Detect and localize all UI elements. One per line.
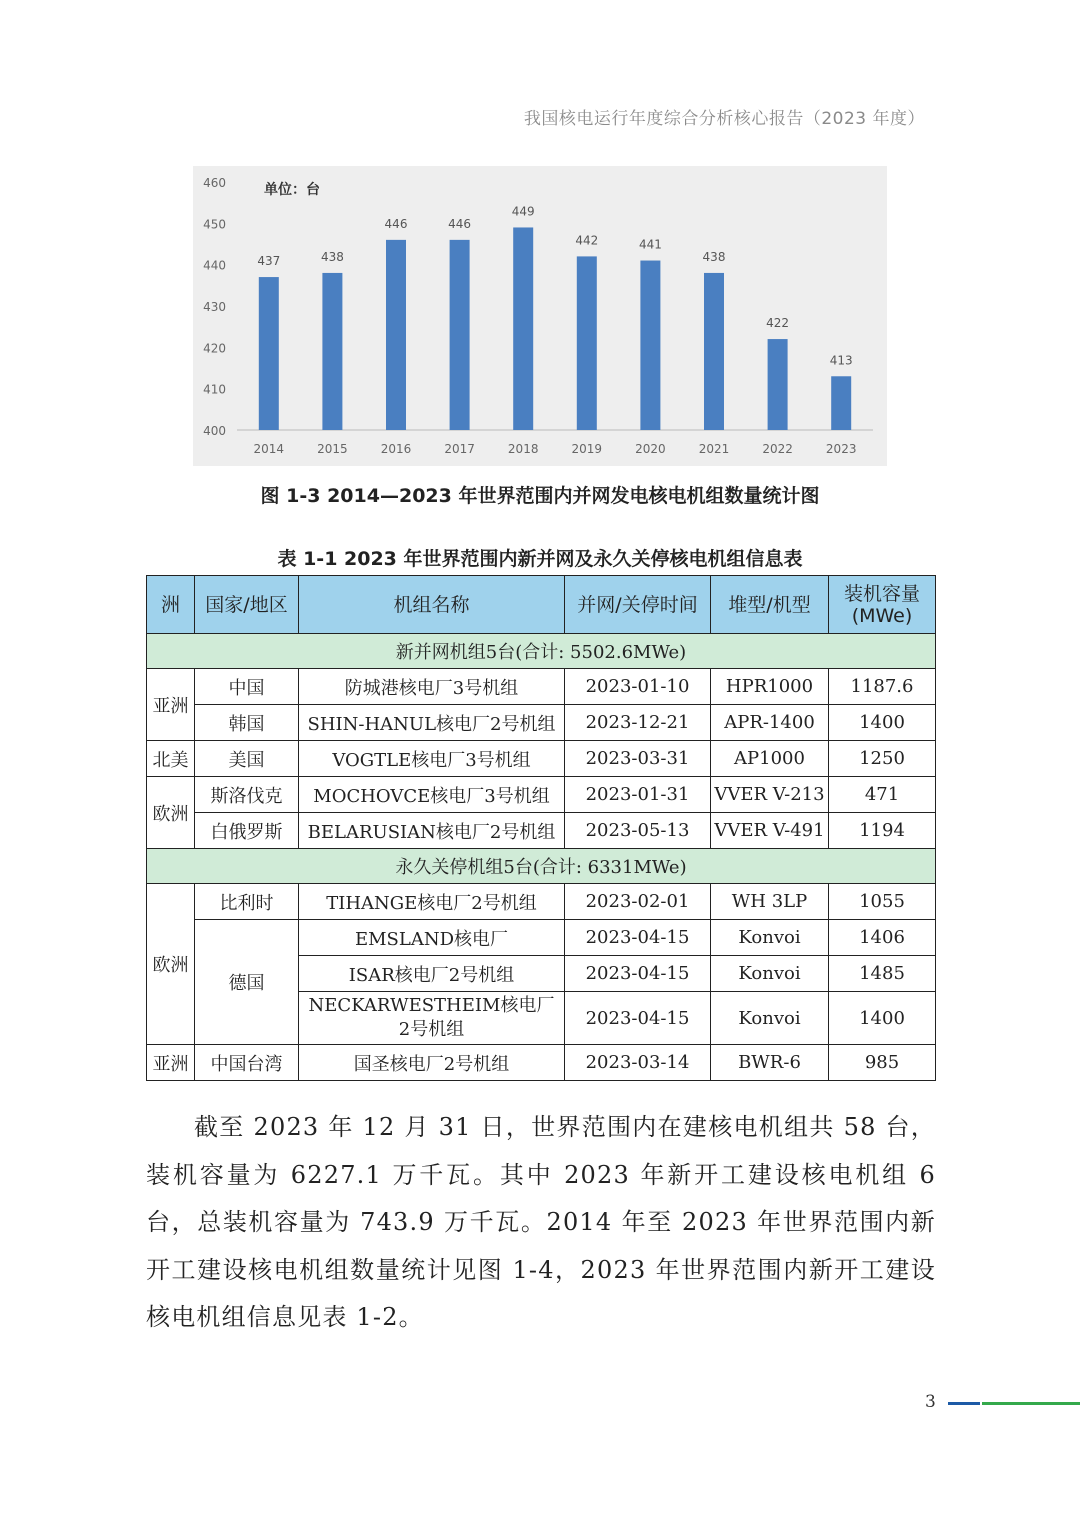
x-tick-label: 2022 xyxy=(762,442,793,456)
reactor-cell: AP1000 xyxy=(711,741,829,777)
date-cell: 2023-04-15 xyxy=(565,920,711,956)
body-paragraph: 截至 2023 年 12 月 31 日，世界范围内在建核电机组共 58 台，装机容量为 6227.1 万千瓦。其中 2023 年新开工建设核电机组 6 台，总装机容量为 743.9 万千瓦。2014 年至 2023 年世界范围内新开工建设核电机组数量统计见图 1-4，2023 年世界范围内新开工建设核电机组信息见表 1-2。 xyxy=(146,1113,936,1331)
continent-cell: 亚洲 xyxy=(147,669,195,741)
x-tick-label: 2020 xyxy=(635,442,666,456)
section-row-closed xyxy=(147,849,936,884)
x-tick-label: 2021 xyxy=(698,442,730,456)
bar-chart-panel xyxy=(193,166,887,466)
reactor-cell: APR-1400 xyxy=(711,705,829,741)
table-header-row xyxy=(147,576,936,634)
reactor-cell: WH 3LP xyxy=(711,884,829,920)
table-row xyxy=(147,1045,936,1081)
date-cell: 2023-12-21 xyxy=(565,705,711,741)
unit-cell: EMSLAND核电厂 xyxy=(299,920,565,956)
footer-rule-green xyxy=(982,1402,1080,1405)
date-cell: 2023-03-14 xyxy=(565,1045,711,1081)
data-label: 446 xyxy=(448,216,472,231)
col-header-unit: 机组名称 xyxy=(299,576,565,634)
reactor-cell: Konvoi xyxy=(711,956,829,992)
bar xyxy=(831,376,851,430)
unit-cell: 国圣核电厂2号机组 xyxy=(299,1045,565,1081)
bar xyxy=(513,227,533,430)
continent-cell: 欧洲 xyxy=(147,884,195,1045)
x-tick-label: 2023 xyxy=(825,442,857,456)
date-cell: 2023-02-01 xyxy=(565,884,711,920)
body-paragraph-block xyxy=(146,1104,936,1342)
reactor-cell: Konvoi xyxy=(711,992,829,1045)
x-tick-label: 2018 xyxy=(507,442,539,456)
capacity-label: 装机容量 xyxy=(843,582,920,605)
table-row xyxy=(147,669,936,705)
section-row-new xyxy=(147,634,936,669)
data-label: 441 xyxy=(638,237,662,252)
continent-cell: 北美 xyxy=(147,741,195,777)
date-cell: 2023-03-31 xyxy=(565,741,711,777)
table-row xyxy=(147,705,936,741)
y-tick-label: 420 xyxy=(203,341,226,356)
country-cell: 白俄罗斯 xyxy=(195,813,299,849)
x-tick-label: 2014 xyxy=(253,442,285,456)
y-tick-label: 440 xyxy=(203,258,226,273)
data-label: 422 xyxy=(766,316,790,331)
data-label: 446 xyxy=(384,216,408,231)
unit-label: 单位：台 xyxy=(264,182,320,198)
unit-cell: 防城港核电厂3号机组 xyxy=(299,669,565,705)
bar xyxy=(386,240,406,430)
data-label: 438 xyxy=(320,249,344,264)
col-header-continent: 洲 xyxy=(147,576,195,634)
table-row xyxy=(147,884,936,920)
x-tick-label: 2017 xyxy=(444,442,475,456)
capacity-cell: 1194 xyxy=(829,813,936,849)
table-row xyxy=(147,813,936,849)
unit-cell: MOCHOVCE核电厂3号机组 xyxy=(299,777,565,813)
section-title-closed: 永久关停机组5台(合计: 6331MWe) xyxy=(147,849,936,884)
date-cell: 2023-01-31 xyxy=(565,777,711,813)
reactor-cell: VVER V-213 xyxy=(711,777,829,813)
capacity-cell: 1400 xyxy=(829,992,936,1045)
x-tick-label: 2015 xyxy=(317,442,348,456)
date-cell: 2023-04-15 xyxy=(565,956,711,992)
capacity-cell: 1485 xyxy=(829,956,936,992)
date-cell: 2023-01-10 xyxy=(565,669,711,705)
section-title-new: 新并网机组5台(合计: 5502.6MWe) xyxy=(147,634,936,669)
x-tick-label: 2016 xyxy=(380,442,412,456)
unit-cell: TIHANGE核电厂2号机组 xyxy=(299,884,565,920)
y-tick-label: 430 xyxy=(203,300,226,314)
capacity-cell: 471 xyxy=(829,777,936,813)
continent-cell: 亚洲 xyxy=(147,1045,195,1081)
reactor-cell: HPR1000 xyxy=(711,669,829,705)
data-label: 442 xyxy=(575,233,599,248)
y-tick-label: 450 xyxy=(203,217,226,232)
country-cell: 斯洛伐克 xyxy=(195,777,299,813)
bar xyxy=(450,240,470,430)
capacity-cell: 1250 xyxy=(829,741,936,777)
footer-rule-blue xyxy=(948,1402,980,1405)
bar xyxy=(322,273,342,430)
continent-cell: 欧洲 xyxy=(147,777,195,849)
running-header-title: 我国核电运行年度综合分析核心报告（2023 年度） xyxy=(523,109,925,129)
capacity-cell: 1055 xyxy=(829,884,936,920)
unit-cell xyxy=(299,992,565,1045)
capacity-unit: (MWe) xyxy=(851,604,913,627)
col-header-country: 国家/地区 xyxy=(195,576,299,634)
y-tick-label: 400 xyxy=(203,424,226,438)
bar xyxy=(704,273,724,430)
table-row xyxy=(147,777,936,813)
country-cell: 中国 xyxy=(195,669,299,705)
bar xyxy=(768,339,788,430)
unit-name-line2: 2号机组 xyxy=(398,1019,465,1040)
y-tick-label: 410 xyxy=(203,382,226,397)
col-header-capacity xyxy=(829,576,936,634)
unit-cell: VOGTLE核电厂3号机组 xyxy=(299,741,565,777)
capacity-cell: 1400 xyxy=(829,705,936,741)
bar xyxy=(577,256,597,430)
bar xyxy=(259,277,279,430)
country-cell: 韩国 xyxy=(195,705,299,741)
data-label: 449 xyxy=(511,204,535,219)
table-row xyxy=(147,741,936,777)
unit-cell: ISAR核电厂2号机组 xyxy=(299,956,565,992)
x-tick-label: 2019 xyxy=(571,442,603,456)
capacity-cell: 985 xyxy=(829,1045,936,1081)
date-cell: 2023-04-15 xyxy=(565,992,711,1045)
col-header-reactor: 堆型/机型 xyxy=(711,576,829,634)
data-label: 413 xyxy=(829,353,853,368)
table-caption: 表 1-1 2023 年世界范围内新并网及永久关停核电机组信息表 xyxy=(277,548,803,570)
nuclear-units-table xyxy=(146,575,936,1081)
unit-cell: BELARUSIAN核电厂2号机组 xyxy=(299,813,565,849)
capacity-cell: 1187.6 xyxy=(829,669,936,705)
country-cell: 美国 xyxy=(195,741,299,777)
capacity-cell: 1406 xyxy=(829,920,936,956)
reactor-cell: Konvoi xyxy=(711,920,829,956)
unit-name-line1: NECKARWESTHEIM核电厂 xyxy=(308,995,555,1016)
country-cell: 中国台湾 xyxy=(195,1045,299,1081)
data-label: 438 xyxy=(702,249,726,264)
y-tick-label: 460 xyxy=(203,176,226,190)
country-cell: 德国 xyxy=(195,920,299,1045)
unit-cell: SHIN-HANUL核电厂2号机组 xyxy=(299,705,565,741)
date-cell: 2023-05-13 xyxy=(565,813,711,849)
bar-chart xyxy=(193,166,887,466)
figure-caption: 图 1-3 2014—2023 年世界范围内并网发电核电机组数量统计图 xyxy=(260,485,820,507)
data-label: 437 xyxy=(257,254,281,269)
page-number: 3 xyxy=(925,1392,936,1412)
table-row xyxy=(147,920,936,956)
reactor-cell: VVER V-491 xyxy=(711,813,829,849)
reactor-cell: BWR-6 xyxy=(711,1045,829,1081)
col-header-date: 并网/关停时间 xyxy=(565,576,711,634)
country-cell: 比利时 xyxy=(195,884,299,920)
bar xyxy=(640,261,660,430)
